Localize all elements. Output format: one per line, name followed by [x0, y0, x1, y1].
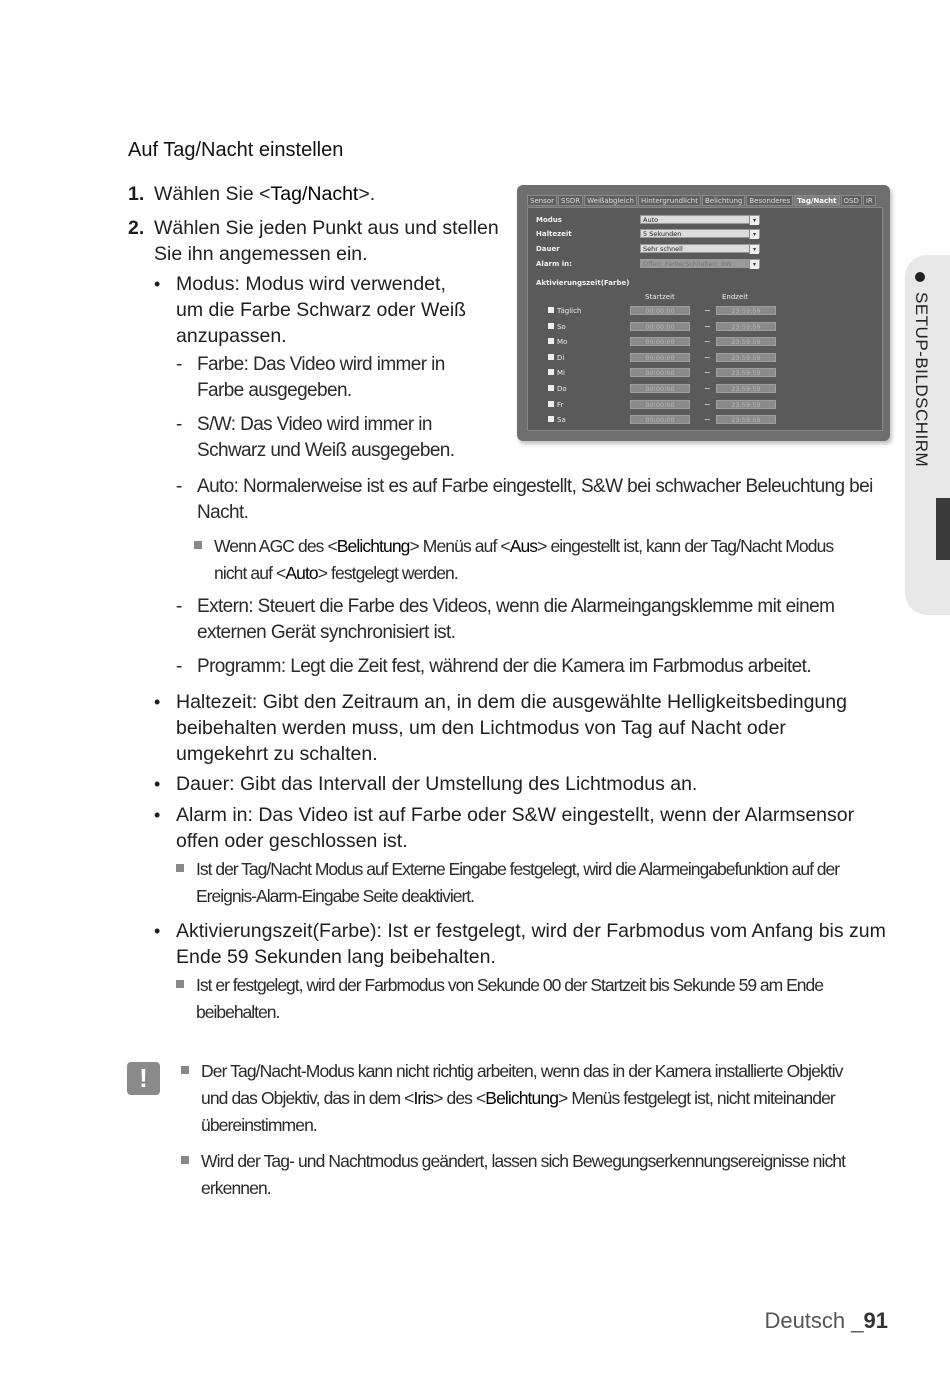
chevron-down-icon: ▾ [749, 260, 759, 269]
tab-weissabgleich[interactable]: Weißabgleich [584, 195, 637, 206]
tab-sensor[interactable]: Sensor [527, 195, 557, 206]
settings-tabs [527, 195, 877, 206]
haltezeit-label: Haltezeit [536, 230, 572, 238]
start-time-field[interactable]: 00:00:00 [630, 353, 690, 362]
end-time-field[interactable]: 23:59:59 [716, 415, 776, 424]
note-square-icon [181, 1156, 189, 1164]
end-time-field[interactable]: 23:59:59 [716, 368, 776, 377]
page-footer: Deutsch _91 [764, 1308, 888, 1333]
end-time-field[interactable]: 23:59:59 [716, 306, 776, 315]
day-checkbox[interactable]: Di [548, 354, 564, 362]
range-separator: ~ [704, 352, 711, 362]
checkbox-icon [548, 338, 554, 344]
step-2: 2. Wählen Sie jeden Punkt aus und stellen Sie ihn angemessen ein. [128, 217, 499, 265]
warning-icon: ! [127, 1062, 160, 1095]
sub-extern: - Extern: Steuert die Farbe des Videos, wenn die Alarmeingangsklemme mit einem externen Gerät synchronisiert ist. [176, 596, 835, 643]
bullet-haltezeit: • Haltezeit: Gibt den Zeitraum an, in dem die ausgewählte Helligkeitsbedingung beibehalten werden muss, um den Lichtmodus von Tag auf Nacht oder umgekehrt zu schalten. [154, 691, 847, 765]
tab-ssdr[interactable]: SSDR [558, 195, 583, 206]
haltezeit-select[interactable]: 5 Sekunden ▾ [640, 229, 760, 238]
page-heading: Auf Tag/Nacht einstellen [128, 139, 344, 161]
alarm-select[interactable]: Offen: Farbe/Schließen: BW ▾ [640, 259, 760, 268]
sub-programm: - Programm: Legt die Zeit fest, während der die Kamera im Farbmodus arbeitet. [176, 656, 811, 677]
range-separator: ~ [704, 399, 711, 409]
section-title: Aktivierungszeit(Farbe) [536, 279, 630, 287]
note-aktivierung: Ist er festgelegt, wird der Farbmodus von Sekunde 00 der Startzeit bis Sekunde 59 am Ende beibehalten. [176, 972, 823, 1026]
dauer-label: Dauer [536, 245, 560, 253]
side-tab-label: SETUP-BILDSCHIRM [905, 262, 935, 522]
note-agc: Wenn AGC des <Belichtung> Menüs auf <Aus> eingestellt ist, kann der Tag/Nacht Modus nicht auf <Auto> festgelegt werden. [194, 533, 833, 587]
start-time-field[interactable]: 00:00:00 [630, 322, 690, 331]
end-time-field[interactable]: 23:59:59 [716, 322, 776, 331]
range-separator: ~ [704, 415, 711, 425]
warning-note-1: Der Tag/Nacht-Modus kann nicht richtig arbeiten, wenn das in der Kamera installierte Objektiv und das Objektiv, das in dem <Iris> des <Belichtung> Menüs festgelegt ist, nicht miteinander übereinstimmen. [181, 1058, 843, 1139]
warning-note-2: Wird der Tag- und Nachtmodus geändert, lassen sich Bewegungserkennungsereignisse nicht erkennen. [181, 1148, 845, 1202]
day-checkbox[interactable]: Sa [548, 416, 566, 424]
modus-label: Modus [536, 216, 562, 224]
bullet-modus: • Modus: Modus wird verwendet, um die Farbe Schwarz oder Weiß anzupassen. [154, 273, 467, 347]
start-time-field[interactable]: 00:00:00 [630, 415, 690, 424]
settings-screenshot [517, 185, 890, 441]
end-time-field[interactable]: 23:59:59 [716, 400, 776, 409]
end-time-field[interactable]: 23:59:59 [716, 337, 776, 346]
start-time-field[interactable]: 00:00:00 [630, 337, 690, 346]
day-checkbox[interactable]: So [548, 323, 566, 331]
sub-farbe: - Farbe: Das Video wird immer in Farbe ausgegeben. [176, 354, 445, 401]
checkbox-icon [548, 416, 554, 422]
note-square-icon [176, 864, 184, 872]
sub-auto: - Auto: Normalerweise ist es auf Farbe eingestellt, S&W bei schwacher Beleuchtung bei Nacht. [176, 476, 873, 523]
settings-body [527, 207, 883, 431]
checkbox-icon [548, 354, 554, 360]
bullet-aktivierungszeit: • Aktivierungszeit(Farbe): Ist er festgelegt, wird der Farbmodus vom Anfang bis zum Ende 59 Sekunden lang beibehalten. [154, 920, 886, 968]
chevron-down-icon: ▾ [749, 216, 759, 225]
alarm-label: Alarm in: [536, 260, 572, 268]
chevron-down-icon: ▾ [749, 245, 759, 254]
start-time-field[interactable]: 00:00:00 [630, 368, 690, 377]
bullet-dot-icon [915, 272, 925, 282]
side-tab-marker [936, 498, 950, 560]
checkbox-icon [548, 307, 554, 313]
day-checkbox[interactable]: Mo [548, 338, 567, 346]
checkbox-icon [548, 385, 554, 391]
step-1: 1. Wählen Sie <Tag/Nacht>. [128, 183, 376, 205]
note-square-icon [176, 980, 184, 988]
checkbox-icon [548, 401, 554, 407]
checkbox-icon [548, 323, 554, 329]
tab-tag-nacht[interactable]: Tag/Nacht [794, 195, 839, 206]
chevron-down-icon: ▾ [749, 230, 759, 239]
start-time-field[interactable]: 00:00:00 [630, 384, 690, 393]
sub-sw: - S/W: Das Video wird immer in Schwarz und Weiß ausgegeben. [176, 414, 455, 461]
start-time-field[interactable]: 00:00:00 [630, 400, 690, 409]
range-separator: ~ [704, 337, 711, 347]
day-checkbox[interactable]: Täglich [548, 307, 581, 315]
range-separator: ~ [704, 368, 711, 378]
range-separator: ~ [704, 384, 711, 393]
note-square-icon [181, 1066, 189, 1074]
tab-ir[interactable]: IR [863, 195, 876, 206]
bullet-dauer: • Dauer: Gibt das Intervall der Umstellung des Lichtmodus an. [154, 773, 698, 795]
range-separator: ~ [704, 306, 711, 315]
start-time-field[interactable]: 00:00:00 [630, 306, 690, 315]
col-endzeit: Endzeit [722, 293, 748, 301]
day-checkbox[interactable]: Fr [548, 401, 563, 409]
tab-osd[interactable]: OSD [841, 195, 862, 206]
tab-hintergrundlicht[interactable]: Hintergrundlicht [638, 195, 701, 206]
bullet-alarm: • Alarm in: Das Video ist auf Farbe oder S&W eingestellt, wenn der Alarmsensor offen oder geschlossen ist. [154, 804, 855, 852]
note-square-icon [194, 541, 202, 549]
checkbox-icon [548, 369, 554, 375]
tab-besonderes[interactable]: Besonderes [746, 195, 793, 206]
dauer-select[interactable]: Sehr schnell ▾ [640, 244, 760, 253]
range-separator: ~ [704, 321, 711, 331]
day-checkbox[interactable]: Do [548, 385, 567, 393]
day-checkbox[interactable]: Mi [548, 369, 565, 377]
tab-belichtung[interactable]: Belichtung [702, 195, 745, 206]
end-time-field[interactable]: 23:59:59 [716, 384, 776, 393]
end-time-field[interactable]: 23:59:59 [716, 353, 776, 362]
modus-select[interactable]: Auto ▾ [640, 215, 760, 224]
note-alarm: Ist der Tag/Nacht Modus auf Externe Eingabe festgelegt, wird die Alarmeingabefunktion auf der Ereignis-Alarm-Eingabe Seite deaktiviert. [176, 856, 839, 910]
col-startzeit: Startzeit [645, 293, 675, 301]
